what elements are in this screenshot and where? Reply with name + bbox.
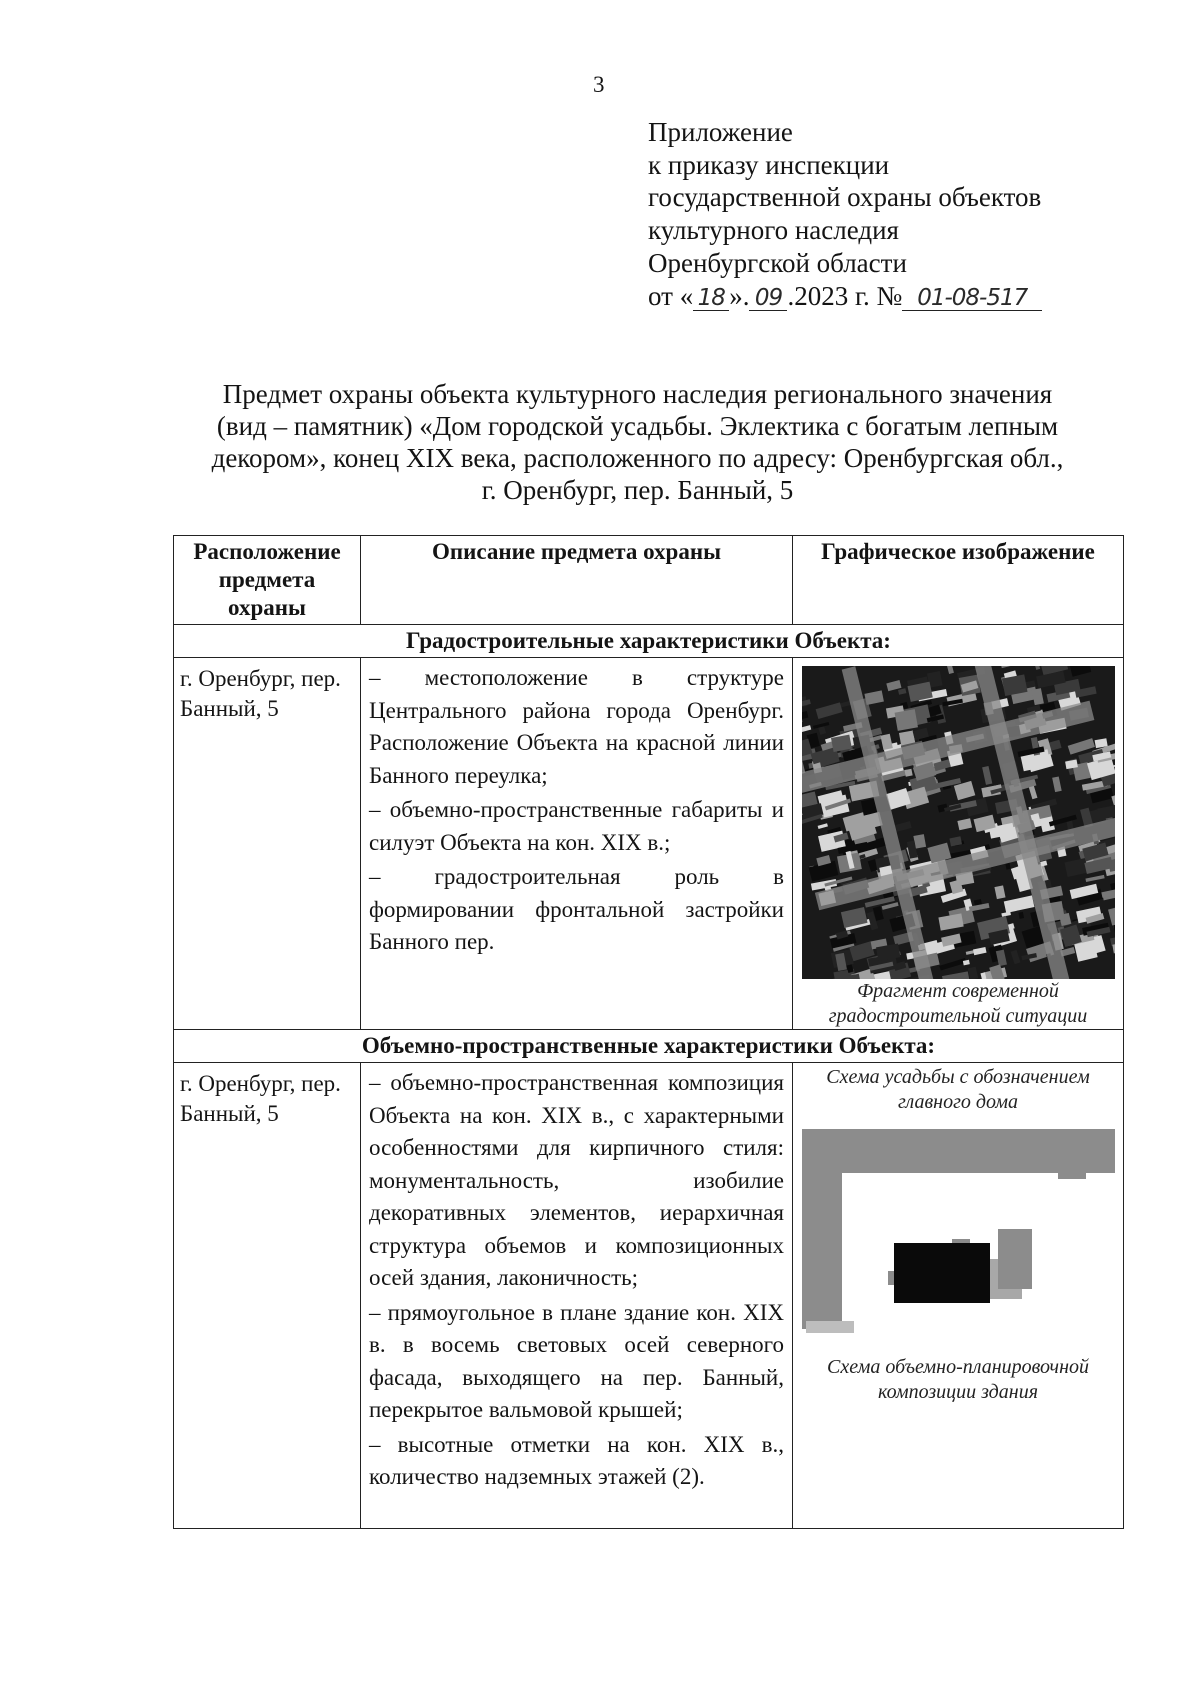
description-item: – объемно-пространственные габариты и силуэт Объекта на кон. XIX в.; (369, 797, 784, 855)
title-line: г. Оренбург, пер. Банный, 5 (481, 475, 794, 505)
header-description: Описание предмета охраны (361, 536, 793, 625)
description-cell (361, 1063, 793, 1529)
description-item: – градостроительная роль в формировании фронтальной застройки Банного пер. (369, 864, 784, 954)
section-header-row (174, 1030, 1124, 1063)
title-line: декором», конец XIX века, расположенного по адресу: Оренбургская обл., (211, 443, 1064, 473)
section-title: Градостроительные характеристики Объекта: (174, 625, 1124, 658)
date-separator: ». (729, 280, 750, 311)
appendix-line: Приложение (648, 117, 793, 147)
image-caption: Фрагмент современной градостроительной ситуации (828, 980, 1088, 1027)
date-prefix: от « (648, 280, 694, 311)
description-item: – высотные отметки на кон. XIX в., количество надземных этажей (2). (369, 1431, 784, 1489)
section-title: Объемно-пространственные характеристики Объекта: (174, 1030, 1124, 1063)
protection-subject-table (173, 535, 1124, 1529)
table-row (174, 1063, 1124, 1529)
section-header-row (174, 625, 1124, 658)
handwritten-order-number: 01-08-517 (902, 286, 1042, 311)
appendix-line: культурного наследия (648, 215, 899, 246)
description-item: – прямоугольное в плане здание кон. XIX в. в восемь световых осей северного фасада, выходящего на пер. Банный, перекрытое вальмовой крышей; (369, 1299, 784, 1422)
location-cell: г. Оренбург, пер. Банный, 5 (174, 1063, 361, 1529)
header-graphic: Графическое изображение (793, 536, 1124, 625)
table-header-row (174, 536, 1124, 625)
description-item: – объемно-пространственная композиция Объекта на кон. XIX в., с характерными особенностями для кирпичного стиля: монументальность, изобилие декоративных элементов, иерархичная структура объемов и композиционных осей здания, лаконичность; (369, 1070, 784, 1290)
location-cell: г. Оренбург, пер. Банный, 5 (174, 658, 361, 1030)
image-caption-top: Схема усадьбы с обозначением главного дома (826, 1066, 1090, 1113)
title-line: (вид – памятник) «Дом городской усадьбы. Эклектика с богатым лепным (216, 411, 1059, 441)
header-location: Расположение предмета охраны (174, 536, 361, 625)
description-item: – местоположение в структуре Центрального района города Оренбург. Расположение Объекта на красной линии Банного переулка; (369, 665, 784, 788)
handwritten-month: 09 (749, 286, 787, 311)
date-year: .2023 г. № (787, 280, 903, 311)
order-date-line (648, 280, 1042, 313)
main-house-block (894, 1243, 990, 1303)
estate-scheme-image (802, 1121, 1115, 1341)
graphic-cell (793, 658, 1124, 1030)
appendix-line: государственной охраны объектов (648, 182, 1042, 213)
image-caption: Схема объемно-планировочной композиции здания (826, 1356, 1089, 1403)
description-cell (361, 658, 793, 1030)
handwritten-day: 18 (693, 286, 729, 311)
appendix-line: Оренбургской области (648, 247, 907, 278)
graphic-cell (793, 1063, 1124, 1529)
page-number: 3 (593, 72, 605, 97)
aerial-photo-image (802, 666, 1115, 979)
table-row (174, 658, 1124, 1030)
appendix-block (648, 116, 1042, 312)
document-title (170, 378, 1105, 506)
appendix-line: к приказу инспекции (648, 149, 890, 180)
title-line: Предмет охраны объекта культурного наследия регионального значения (222, 379, 1053, 409)
